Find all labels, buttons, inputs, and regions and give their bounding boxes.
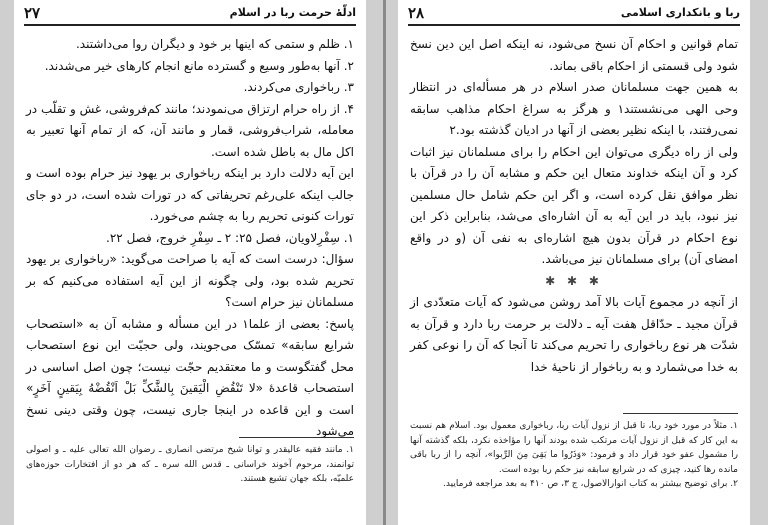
left-page-number: ۲۷ [24,4,41,22]
paragraph: به همین جهت مسلمانان صدر اسلام در هر مسأله‌ای در انتظار وحی الهی می‌نشستند۱ و هرگز به سراغ احکام مذاهب سابقه نمی‌رفتند، با اینکه نظیر بعضی از آنها در ادیان گذشته بود.۲ [410,80,738,137]
footnote: ۱. مثلاً در مورد خود ربا، تا قبل از نزول آیات ربا، رباخواری معمول بود. اسلام هم نسبت به این کار که قبل از نزول آیات مرتکب شده بودند آنها را مؤاخذه نکرد، بلکه گذشته آنها را مشمول عفو خود قرار داد و فرمود: «وَذَرُوا ما بَقِیَ مِنَ الرِّبوا»، آنچه را از ربا باقی مانده رها کنید، چیزی که در شرایع سابقه نیز حکم ربا بوده است. [410,421,738,475]
footnote-rule [239,437,354,438]
left-page-body [26,34,354,443]
left-footnotes [26,443,354,487]
footnote: ۲. برای توضیح بیشتر به کتاب انوارالاصول، ج ۳، ص ۴۱۰ به بعد مراجعه فرمایید. [443,479,738,489]
paragraph: ۴. از راه حرام ارتزاق می‌نمودند؛ مانند کم‌فروشی، غش و تقلّب در معامله، شراب‌فروشی، قمار و مانند آن، که از تمام آنها تعبیر به اکل مال به باطل شده است. [26,101,354,159]
left-page [14,0,366,525]
paragraph: ۳. رباخواری می‌کردند. [243,80,354,94]
section-separator: ✱ ✱ ✱ [545,273,603,288]
footnote-rule [623,413,738,414]
footnote: ۱. مانند فقیه عالیقدر و توانا شیخ مرتضی انصاری ـ رضوان الله تعالی علیه ـ و اصولی توانمند، مرحوم آخوند خراسانی ـ قدس الله سره ـ که هر دو از افتخارات حوزه‌های علمیّه، بلکه جهان تشیع هستند. [26,445,354,484]
right-page-header [408,4,740,26]
right-page [398,0,750,525]
paragraph: سؤال: درست است که آیه با صراحت می‌گوید: «رباخواری بر یهود تحریم شده بود، ولی چگونه از این آیه استفاده می‌کنیم که بر مسلمانان نیز حرام است؟ [26,252,354,309]
paragraph: ولی از راه دیگری می‌توان این احکام را برای مسلمانان نیز اثبات کرد و آن اینکه خداوند متعال این حکم و مشابه آن را در قرآن با نظر موافق نقل کرده است، و اگر این حکم شامل حال مسلمین نیز نبود، باید در این آیه به آن اشاره‌ای می‌شد، بنابراین ذکر این نوع احکام در قرآن بدون هیچ اشاره‌ای به نفی آن (و در واقع امضای آن) برای مسلمانان نیز می‌باشد. [410,144,738,266]
paragraph: ۲. آنها به‌طور وسیع و گسترده مانع انجام کارهای خیر می‌شدند. [44,58,354,73]
paragraph: ۱. سِفْرِلاویان، فصل ۲۵: ۲ ـ سِفْرِ خروج، فصل ۲۲. [106,230,354,245]
right-page-number: ۲۸ [408,4,425,22]
left-page-header [24,4,356,26]
paragraph: ۱. ظلم و ستمی که اینها بر خود و دیگران روا می‌داشتند. [75,37,354,51]
left-header-title: ادلّهٔ حرمت ربا در اسلام [229,6,356,19]
right-header-title: ربا و بانکداری اسلامی [620,6,740,19]
paragraph: تمام قوانین و احکام آن نسخ می‌شود، نه اینکه اصل این دین نسخ شود ولی قسمتی از احکام باقی بماند. [410,37,738,73]
paragraph: پاسخ: بعضی از علما۱ در این مسأله و مشابه آن به «استصحاب شرایع سابقه» تمسّک می‌جویند، ولی حجیّت این نوع استصحاب محل گفتگوست و ما معتقدیم حجّت نیست؛ چون اصل اساسی در استصحاب قاعدهٔ «لا تَنْقُضِ الْیَقینَ بِالشَّکِّ بَلْ اَنْقُضْهُ بِیَقینٍ آخَرٍ» است و این قاعده در اینجا جاری نیست، چون وقتی دینی نسخ می‌شود [26,316,354,438]
paragraph: از آنچه در مجموع آیات بالا آمد روشن می‌شود که آیات متعدّدی از قرآن مجید ـ حدّاقل هفت آیه ـ دلالت بر حرمت ربا دارد و قرآن به شدّت هر نوع رباخواری را تحریم می‌کند تا آنجا که آن را نوعی کفر به خدا می‌شمارد و به رباخوار از ناحیهٔ خدا [410,295,738,374]
right-footnotes [410,419,738,492]
paragraph: این آیه دلالت دارد بر اینکه رباخواری بر یهود نیز حرام بوده است و جالب اینکه علی‌رغم تحریفاتی که در تورات شده است، در دو جای تورات کنونی تحریم ربا به چشم می‌خورد. [26,166,354,223]
book-spine [383,0,386,525]
right-page-body [410,34,738,378]
